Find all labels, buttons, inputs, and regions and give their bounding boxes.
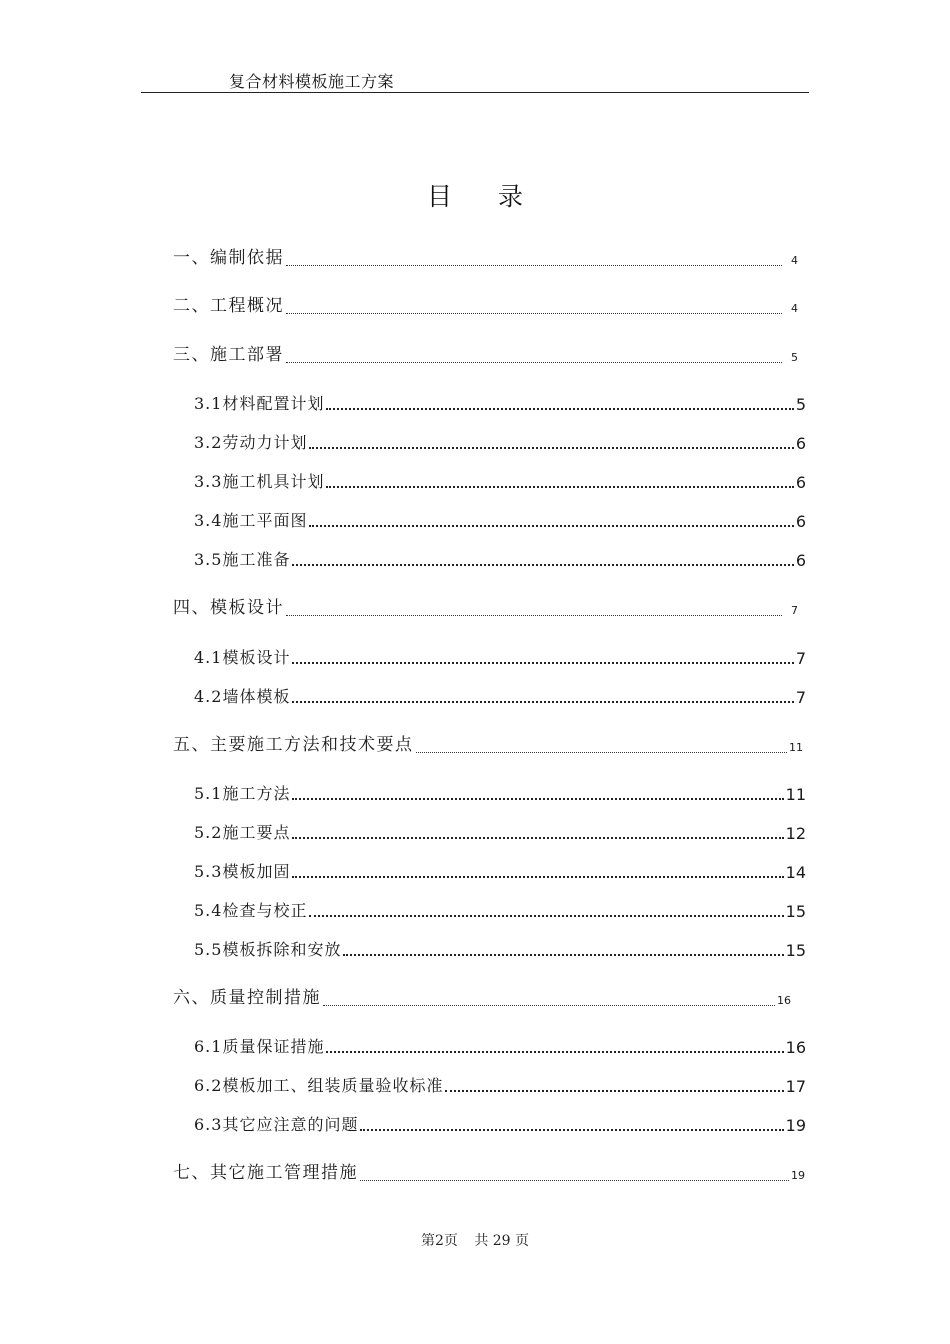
toc-dot-leader — [286, 312, 782, 314]
toc-entry[interactable] — [173, 342, 798, 366]
toc-dot-leader — [326, 407, 793, 410]
toc-entry-page: 4 — [791, 254, 798, 267]
toc-entry-label: 3.2劳动力计划 — [194, 433, 308, 452]
total-page-count: 共 29 页 — [474, 1233, 530, 1249]
toc-dot-leader — [292, 875, 783, 878]
toc-entry-label: 5.2施工要点 — [194, 823, 291, 842]
toc-entry[interactable] — [173, 245, 798, 269]
toc-entry[interactable] — [194, 645, 806, 669]
toc-entry[interactable] — [194, 781, 806, 805]
toc-entry[interactable] — [173, 985, 791, 1009]
toc-entry-page: 19 — [791, 1169, 805, 1182]
toc-entry-page: 7 — [791, 604, 798, 617]
toc-entry[interactable] — [194, 684, 806, 708]
toc-dot-leader — [309, 524, 793, 527]
toc-dot-leader — [292, 700, 793, 703]
toc-entry[interactable] — [194, 469, 806, 493]
toc-entry-label: 七、其它施工管理措施 — [173, 1163, 358, 1183]
toc-dot-leader — [445, 1089, 783, 1092]
toc-dot-leader — [309, 446, 793, 449]
toc-entry-label: 6.3其它应注意的问题 — [194, 1115, 359, 1134]
toc-entry-label: 3.3施工机具计划 — [194, 472, 325, 491]
toc-dot-leader — [416, 751, 788, 753]
toc-entry-label: 3.5施工准备 — [194, 550, 291, 569]
page-footer — [0, 1230, 950, 1250]
toc-entry-page: 12 — [785, 824, 806, 843]
toc-entry[interactable] — [173, 293, 798, 317]
toc-entry-page: 15 — [785, 902, 806, 921]
toc-entry-label: 3.4施工平面图 — [194, 511, 308, 530]
toc-entry-page: 14 — [785, 863, 806, 882]
toc-dot-leader — [292, 661, 793, 664]
toc-entry[interactable] — [173, 1160, 805, 1184]
toc-heading: 目录 — [426, 182, 569, 211]
toc-entry[interactable] — [194, 430, 806, 454]
toc-entry-label: 二、工程概况 — [173, 296, 284, 316]
toc-entry[interactable] — [194, 820, 806, 844]
toc-entry-page: 7 — [795, 688, 806, 707]
toc-dot-leader — [286, 264, 782, 266]
toc-entry-label: 三、施工部署 — [173, 345, 284, 365]
toc-entry[interactable] — [194, 859, 806, 883]
toc-entry[interactable] — [194, 508, 806, 532]
toc-entry-page: 17 — [785, 1077, 806, 1096]
document-title: 复合材料模板施工方案 — [229, 72, 395, 91]
toc-entry-label: 4.1模板设计 — [194, 648, 291, 667]
toc-entry-label: 3.1材料配置计划 — [194, 394, 325, 413]
toc-entry-label: 5.1施工方法 — [194, 784, 291, 803]
toc-entry[interactable] — [194, 547, 806, 571]
toc-entry[interactable] — [173, 595, 798, 619]
toc-entry-label: 5.4检查与校正 — [194, 901, 308, 920]
toc-entry-label: 6.2模板加工、组装质量验收标准 — [194, 1076, 444, 1095]
toc-dot-leader — [326, 1050, 783, 1053]
toc-entry[interactable] — [194, 1112, 806, 1136]
toc-entry-label: 4.2墙体模板 — [194, 687, 291, 706]
toc-entry-page: 7 — [795, 649, 806, 668]
toc-dot-leader — [286, 614, 782, 616]
toc-entry-label: 6.1质量保证措施 — [194, 1037, 325, 1056]
toc-dot-leader — [292, 836, 783, 839]
toc-dot-leader — [323, 1004, 775, 1006]
toc-entry-label: 5.5模板拆除和安放 — [194, 940, 342, 959]
toc-entry-page: 11 — [785, 785, 806, 804]
toc-entry-label: 五、主要施工方法和技术要点 — [173, 735, 414, 755]
toc-entry[interactable] — [194, 1034, 806, 1058]
toc-entry[interactable] — [194, 898, 806, 922]
toc-entry-label: 5.3模板加固 — [194, 862, 291, 881]
toc-entry-page: 15 — [785, 941, 806, 960]
toc-entry-label: 四、模板设计 — [173, 598, 284, 618]
toc-dot-leader — [292, 563, 793, 566]
current-page-number: 第2页 — [420, 1233, 458, 1249]
toc-entry-page: 11 — [789, 741, 803, 754]
toc-entry[interactable] — [173, 732, 803, 756]
toc-dot-leader — [343, 953, 783, 956]
toc-dot-leader — [286, 361, 782, 363]
toc-entry[interactable] — [194, 391, 806, 415]
toc-entry-page: 5 — [791, 351, 798, 364]
toc-dot-leader — [360, 1179, 789, 1181]
toc-dot-leader — [292, 797, 783, 800]
toc-dot-leader — [309, 914, 783, 917]
toc-entry-page: 4 — [791, 302, 798, 315]
toc-entry-page: 6 — [795, 551, 806, 570]
toc-entry-page: 6 — [795, 512, 806, 531]
toc-entry-page: 5 — [795, 395, 806, 414]
toc-entry-label: 六、质量控制措施 — [173, 988, 321, 1008]
toc-dot-leader — [360, 1128, 783, 1131]
toc-entry[interactable] — [194, 937, 806, 961]
toc-entry-page: 16 — [785, 1038, 806, 1057]
toc-dot-leader — [326, 485, 793, 488]
toc-entry-label: 一、编制依据 — [173, 248, 284, 268]
toc-entry-page: 16 — [777, 994, 791, 1007]
toc-entry[interactable] — [194, 1073, 806, 1097]
toc-entry-page: 6 — [795, 434, 806, 453]
toc-entry-page: 19 — [785, 1116, 806, 1135]
toc-entry-page: 6 — [795, 473, 806, 492]
